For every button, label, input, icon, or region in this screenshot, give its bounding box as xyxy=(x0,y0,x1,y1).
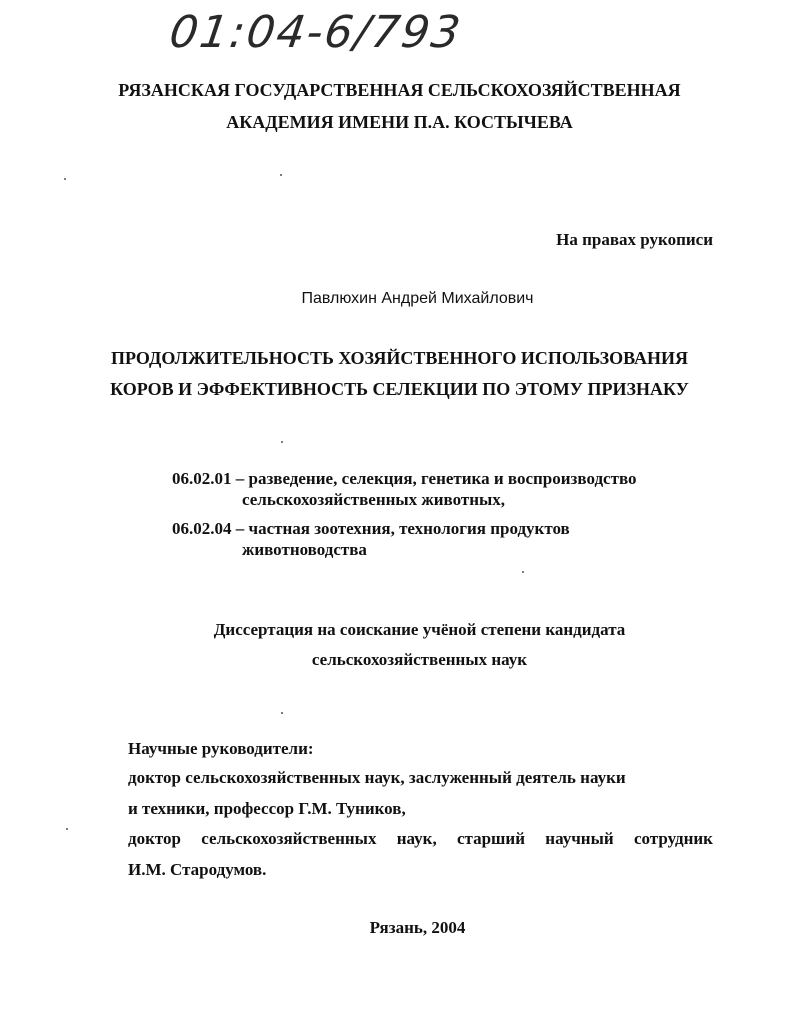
place-year: Рязань, 2004 xyxy=(369,918,466,937)
supervisor-1-line-1: доктор сельскохозяйственных наук, заслуженный деятель науки xyxy=(128,768,626,787)
institution-line-1: РЯЗАНСКАЯ ГОСУДАРСТВЕННАЯ СЕЛЬСКОХОЗЯЙСТВЕННАЯ xyxy=(118,80,681,100)
supervisor-2-line-1 xyxy=(128,829,713,849)
scan-speck xyxy=(522,571,524,573)
archive-code-handwritten: 01:04-6/793 xyxy=(166,7,466,58)
supervisor-2-word: научный xyxy=(545,829,614,848)
supervisor-2-word: доктор xyxy=(128,829,181,848)
manuscript-note: На правах рукописи xyxy=(556,230,713,249)
scan-speck xyxy=(281,712,283,714)
author-name: Павлюхин Андрей Михайлович xyxy=(301,290,534,307)
specialty-2-line-2: животноводства xyxy=(242,540,367,559)
supervisor-2-line-2: И.М. Стародумов. xyxy=(128,860,267,879)
institution-line-2: АКАДЕМИЯ ИМЕНИ П.А. КОСТЫЧЕВА xyxy=(226,112,573,132)
scan-speck xyxy=(280,174,282,176)
degree-line-1: Диссертация на соискание учёной степени кандидата xyxy=(213,620,626,639)
specialty-1-line-1: 06.02.01 – разведение, селекция, генетика и воспроизводство xyxy=(172,469,637,488)
supervisor-2-word: сотрудник xyxy=(633,829,713,848)
scan-speck xyxy=(64,178,66,180)
scan-speck xyxy=(66,828,68,830)
supervisor-2-word: сельскохозяйственных xyxy=(201,829,377,848)
specialty-2-line-1: 06.02.04 – частная зоотехния, технология продуктов xyxy=(172,519,570,538)
title-line-1: ПРОДОЛЖИТЕЛЬНОСТЬ ХОЗЯЙСТВЕННОГО ИСПОЛЬЗОВАНИЯ xyxy=(111,348,688,368)
degree-line-2: сельскохозяйственных наук xyxy=(311,650,528,669)
specialty-1-line-2: сельскохозяйственных животных, xyxy=(242,490,506,509)
supervisor-1-line-2: и техники, профессор Г.М. Туников, xyxy=(128,799,406,818)
title-line-2: КОРОВ И ЭФФЕКТИВНОСТЬ СЕЛЕКЦИИ ПО ЭТОМУ ПРИЗНАКУ xyxy=(110,379,689,399)
supervisors-heading: Научные руководители: xyxy=(128,739,314,758)
supervisor-2-word: старший xyxy=(457,829,525,848)
supervisor-2-word: наук, xyxy=(396,829,437,848)
scan-speck xyxy=(281,441,283,443)
